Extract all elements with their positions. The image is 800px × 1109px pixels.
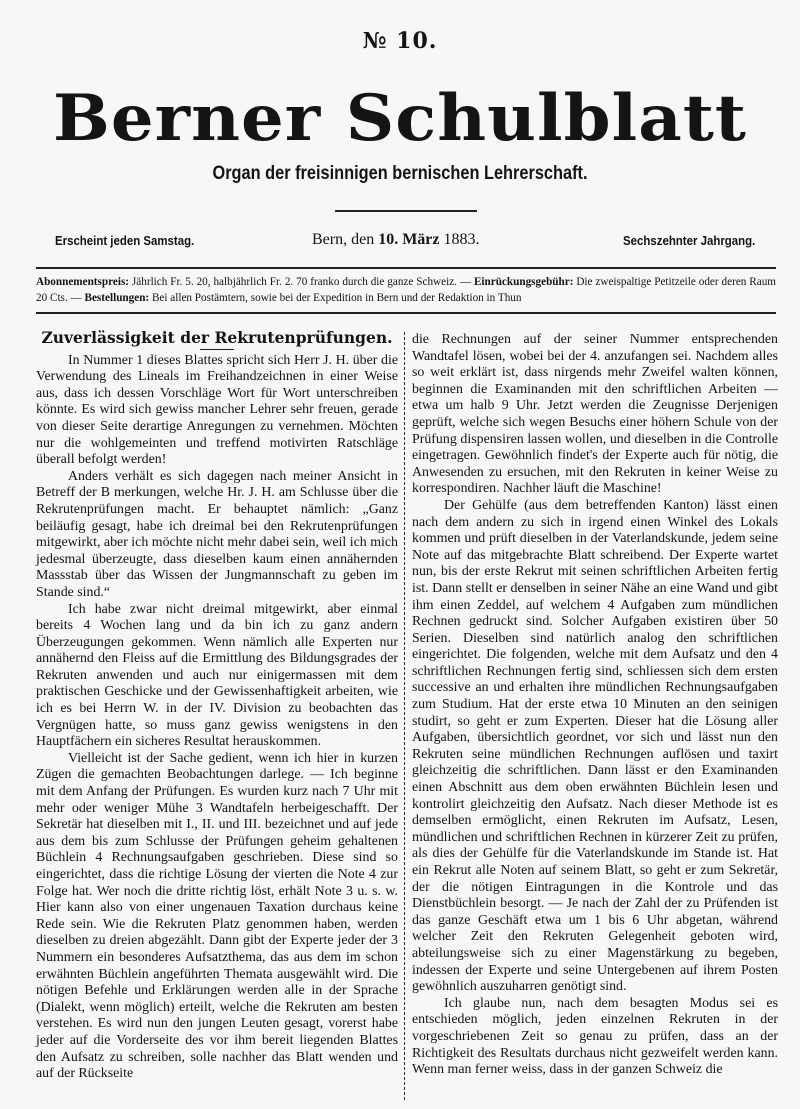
publication-frequency: Erscheint jeden Samstag. [55, 233, 195, 248]
article-paragraph: Ich habe zwar nicht dreimal mitgewirkt, aber einmal bereits 4 Wochen lang und da bin ich zu ganz andern Überzeugungen gekommen. Wenn nämlich alle Experten nur annähernd den Fleiss auf die Ermittlung des Bildungsgrades der Rekruten anwenden und auch nur einigermassen mit dem praktischen Geschicke und der Gewissenhaftigkeit arbeiten, wie ich es bei Herrn W. in der IV. Division zu beobachten das Vergnügen hatte, so muss ganz gewiss wenigstens in den Hauptfächern ein sicheres Resultat herauskommen. [36, 601, 398, 750]
orders-label: Bestellungen: [84, 292, 150, 304]
price-text: Jährlich Fr. 5. 20, halbjährlich Fr. 2. 70 franko durch die ganze Schweiz. — [129, 276, 474, 288]
article-paragraph: Vielleicht ist der Sache gedient, wenn ich hier in kurzen Zügen die gemachten Beobachtungen darlege. — Ich beginne mit dem Anfang der Prüfungen. Es wurden kurz nach 7 Uhr mit mehr oder weniger Mühe 3 Wandtafeln herbeigeschafft. Der Sekretär hat dieselben mit I., II. und III. bezeichnet und auf jede aus dem bis zum Schlusse der Prüfungen geheim gehaltenen Büchlein 4 Rechnungsaufgaben geschrieben. Diese sind so eingerichtet, dass die richtige Lösung der vierten die Note 4 zur Folge hat. Wer noch die dritte richtig löst, erhält Note 3 u. s. w. Hier kann also von einer ungenauen Taxation durchaus keine Rede sein. Wie die Rekruten Platz genommen haben, werden dieselben zu dreien abgezählt. Dann gibt der Experte jeder der 3 Nummern ein besonderes Aufsatzthema, das aus dem im schon erwähnten Büchlein angeführten Themata ausgewählt wird. Die nötigen Befehle und Erklärungen werden alle in der Sprache (Dialekt, wenn möglich) erteilt, welche die Rekruten am besten verstehen. Es wird nun den jungen Leuten gesagt, vorerst habe jeder auf die Vorderseite des vor ihm bereit liegenden Blattes den Aufsatz zu schreiben, solle nachher das Blatt wenden und auf der Rückseite [36, 750, 398, 1082]
article-column-right [412, 332, 778, 1079]
article-column-left [36, 326, 398, 1083]
orders-text: Bei allen Postämtern, sowie bei der Expedition in Bern und der Redaktion in Thun [149, 292, 522, 304]
price-label: Abonnementspreis: [36, 276, 130, 288]
issue-date [312, 231, 480, 249]
article-paragraph: Der Gehülfe (aus dem betreffenden Kanton) lässt einen nach dem andern zu sich in irgend einen Winkel des Lokals kommen und prüft dieselben in der Vaterlandskunde, jedem seine Note auf das mitgebrachte Blatt schreibend. Der Experte wartet nun, bis der erste Rekrut mit seinen schriftlichen Arbeiten fertig ist. Dann stellt er denselben in seiner Nähe an eine Wand und gibt ihm einen Zeddel, auf welchem 4 Aufgaben zum mündlichen Rechnen gedruckt sind. Solcher Aufgaben existiren über 50 Serien. Dieselben sind natürlich analog den schriftlichen eingerichtet. Die folgenden, welche mit dem Aufsatz und den 4 schriftlichen Rechnungen fertig sind, schliessen sich dem ersten successive an und erhalten ihre mündlichen Rechnungsaufgaben zum Studium. Hat der erste etwa 10 Minuten an den seinigen studirt, so geht er zum Experten. Dieser hat die Lösung aller Aufgaben, übersichtlich geordnet, vor sich und lässt nun den Rekruten seine mündlichen Rechnungen auflösen und taxirt gleichzeitig die schriftlichen. Dann lässt er den Examinanden einen Abschnitt aus dem oben erwähnten Büchlein lesen und kontrolirt gleichzeitig den Aufsatz. Nach dieser Methode ist es demselben ermöglicht, einen Rekruten im Aufsatz, Lesen, mündlichen und schriftlichen Rechnen in kürzerer Zeit zu prüfen, als dies der Gehülfe für die Vaterlandskunde im Stande ist. Hat ein Rekrut alle Noten auf seinem Blatt, so geht er zum Sekretär, der die nötigen Eintragungen in die Kontrole und das Dienstbüchlein besorgt. — Je nach der Zahl der zu Prüfenden ist das ganze Geschäft etwa um 1 bis 6 Uhr abgetan, während welcher Zeit den Rekruten Gelegenheit geboten wird, abteilungsweise sich zu einer Magenstärkung zu begeben, indessen der Experte und seine Untergebenen auf ihrem Posten gewöhnlich auszuharren genötigt sind. [412, 497, 778, 995]
date-day-month: 10. März [378, 231, 440, 248]
masthead-divider [335, 210, 477, 212]
masthead-subtitle: Organ der freisinnigen bernischen Lehrerschaft. [212, 163, 588, 184]
fee-label: Einrückungsgebühr: [473, 276, 574, 288]
column-divider [404, 332, 405, 1100]
article-paragraph: die Rechnungen auf der seiner Nummer entsprechenden Wandtafel lösen, wobei bei der 4. anzufangen sei. Nachdem alles so weit erklärt ist, dass nirgends mehr Zweifel walten können, beginnen die Examinanden mit den schriftlichen Arbeiten — etwa um halb 9 Uhr. Jetzt werden die Zeugnisse Derjenigen geprüft, welche sich wegen Besuchs einer höhern Schule von der Prüfung dispensiren lassen wollen, und dieselben in die Controlle eingetragen. Gewöhnlich findet's der Experte auch für nötig, die Anwesenden zu ersuchen, mit den Rekruten in keiner Weise zu korrespondiren. Nachher läuft die Maschine! [412, 332, 778, 497]
subscription-info [36, 274, 776, 306]
subscription-rule-top [36, 267, 776, 269]
masthead-title: Berner Schulblatt [52, 81, 748, 156]
dateline [0, 233, 800, 251]
volume-label: Sechszehnter Jahrgang. [622, 233, 755, 248]
article-paragraph: Anders verhält es sich dagegen nach meiner Ansicht in Betreff der B merkungen, welche Hr. J. H. am Schlusse über die Rekrutenprüfungen macht. Er behauptet nämlich: „Ganz beiläufig gesagt, habe ich dreimal bei den Rekrutenprüfungen mitgewirkt, aber ich möchte nicht mehr dabei sein, weil ich mich jedesmal überzeugte, dass dieselben kaum einen annähernden Massstab über das Wissen der Jungmannschaft zu geben im Stande sind.“ [36, 468, 398, 600]
date-year: 1883. [443, 231, 480, 248]
article-title: Zuverlässigkeit der Rekrutenprüfungen. [41, 328, 393, 347]
article-paragraph: In Nummer 1 dieses Blattes spricht sich Herr J. H. über die Verwendung des Lineals im Freihandzeichnen in einer Weise aus, dass ich dessen Vorschläge Wort für Wort unterschreiben könnte. Es wird sich gewiss mancher Lehrer sehr freuen, gerade von dieser Seite derartige Anregungen zu vernehmen. Möchten nur die wohlgemeinten und treffend motivirten Ratschläge überall befolgt werden! [36, 352, 398, 468]
subscription-rule-bottom [36, 312, 776, 314]
article-paragraph: Ich glaube nun, nach dem besagten Modus sei es entschieden möglich, jeden einzelnen Rekruten in der vorgeschriebenen Zeit so genau zu prüfen, dass an der Richtigkeit des Resultats durchaus nicht gezweifelt werden kann. Wenn man ferner weiss, dass in der ganzen Schweiz die [412, 995, 778, 1078]
fee-text: Die zweispaltige Petitzeile oder deren Raum 20 Cts. — [36, 276, 777, 304]
title-divider [200, 349, 234, 350]
date-prefix: Bern, den [312, 231, 375, 248]
issue-number: № 10. [362, 28, 438, 54]
